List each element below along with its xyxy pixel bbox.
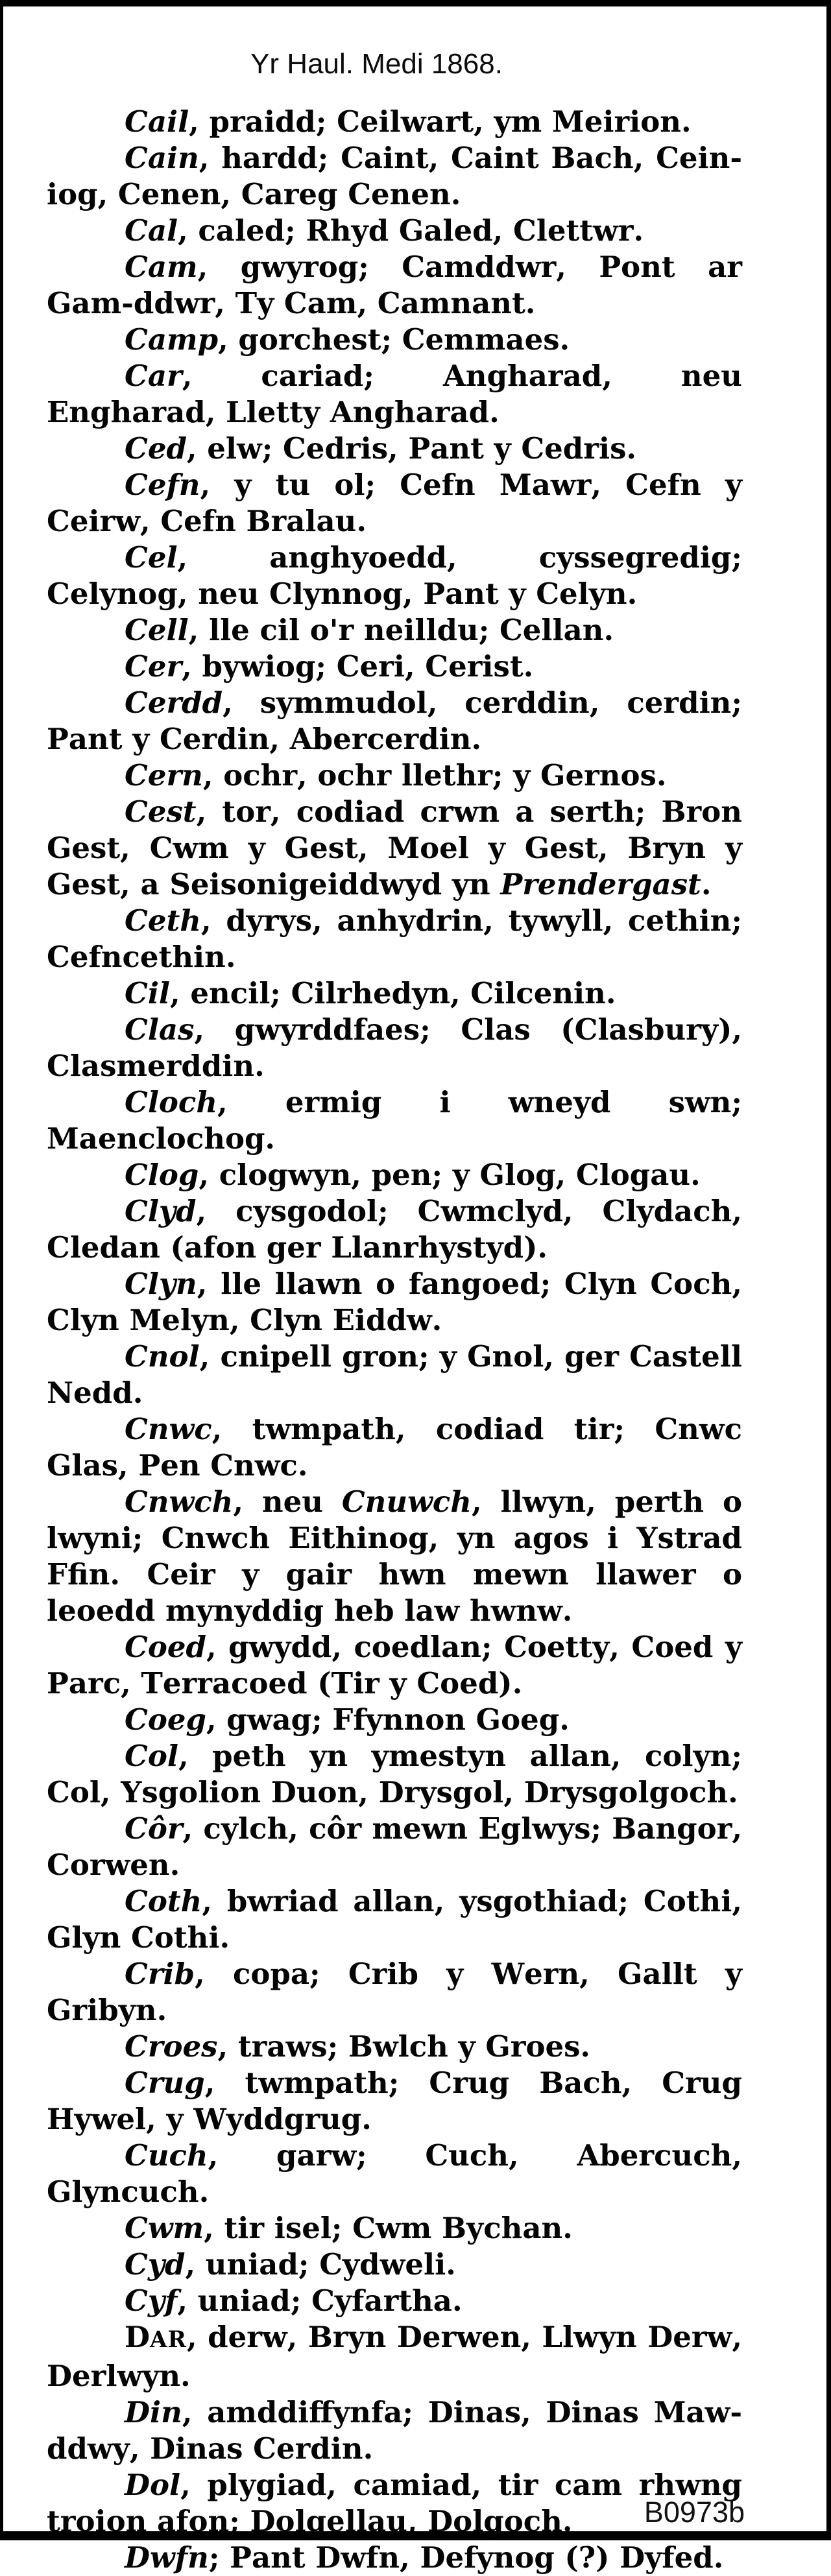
entry-headword: Clog bbox=[125, 1158, 199, 1192]
entry-text: , tor, codiad crwn a serth; Bron Gest, Cwm y Gest, Moel y Gest, Bryn y Gest, a Seisonigeiddwyd yn bbox=[47, 794, 742, 901]
entry bbox=[47, 322, 742, 358]
entry-headword: Crib bbox=[125, 1957, 195, 1991]
entry-headword: Cnol bbox=[125, 1339, 200, 1374]
entry-text: , y tu ol; Cefn Mawr, Cefn y Ceirw, Cefn Bralau. bbox=[47, 468, 742, 538]
entry bbox=[47, 2029, 742, 2065]
entry-headword: Cnwc bbox=[125, 1412, 212, 1446]
entry-text: , derw, Bryn Derwen, Llwyn Derw, Derlwyn. bbox=[47, 2320, 742, 2393]
page-title: Yr Haul. Medi 1868. bbox=[250, 48, 503, 80]
entry-headword: Clas bbox=[125, 1012, 195, 1047]
entry bbox=[47, 431, 742, 467]
entry-text: , lle llawn o fangoed; Clyn Coch, Clyn Melyn, Clyn Eiddw. bbox=[47, 1267, 742, 1337]
entry-headword: Ceth bbox=[125, 903, 201, 938]
entry-headword: Clyd bbox=[125, 1194, 197, 1228]
entry bbox=[47, 1084, 742, 1157]
entry-text: , ochr, ochr llethr; y Gernos. bbox=[202, 758, 667, 793]
entry bbox=[47, 213, 742, 249]
entry-headword: Cerdd bbox=[125, 686, 223, 720]
entry-text: , bywiog; Ceri, Cerist. bbox=[182, 649, 534, 684]
entry-text: , uniad; Cyfartha. bbox=[177, 2284, 463, 2318]
entry bbox=[47, 2467, 742, 2540]
entry-text: , anghyoedd, cyssegredig; Celynog, neu Clynnog, Pant y Celyn. bbox=[47, 540, 742, 611]
entry-headword: Car bbox=[125, 359, 182, 393]
entry bbox=[47, 1811, 742, 1883]
entry-text: , llwyn, perth o lwyni; Cnwch Eithinog, yn agos i Ystrad Ffin. Ceir y gair hwn mewn llawer o leoedd mynyddig heb law hwnw. bbox=[47, 1485, 742, 1628]
entry bbox=[47, 2394, 742, 2467]
entry-text: , dyrys, anhydrin, tywyll, cethin; Cefncethin. bbox=[47, 903, 742, 974]
entry-text: , amddiffynfa; Dinas, Dinas Maw-ddwy, Dinas Cerdin. bbox=[47, 2395, 742, 2466]
entry-text: , encil; Cilrhedyn, Cilcenin. bbox=[170, 976, 616, 1010]
entry-headword: Cern bbox=[125, 758, 203, 793]
entry bbox=[47, 1702, 742, 1738]
entry bbox=[47, 757, 742, 794]
entry bbox=[47, 467, 742, 540]
entry-text: , caled; Rhyd Galed, Clettwr. bbox=[178, 213, 644, 248]
entry-headword: Cyd bbox=[125, 2247, 186, 2282]
entry bbox=[47, 1012, 742, 1084]
entry-headword: Crug bbox=[125, 2066, 205, 2100]
entry-text: , cariad; Angharad, neu Engharad, Lletty Angharad. bbox=[47, 359, 742, 429]
entry-headword: Côr bbox=[125, 1811, 183, 1846]
entry-headword: Cer bbox=[125, 649, 182, 684]
entry-text: . bbox=[701, 867, 712, 901]
entry-text: , ermig i wneyd swn; Maenclochog. bbox=[47, 1085, 742, 1156]
entry-text: D bbox=[125, 2320, 151, 2354]
entry-headword: Camp bbox=[125, 322, 219, 357]
entry bbox=[47, 540, 742, 612]
entry-headword: Cloch bbox=[125, 1085, 218, 1119]
entry bbox=[47, 140, 742, 213]
entry-text: , copa; Crib y Wern, Gallt y Gribyn. bbox=[47, 1957, 742, 2027]
entry bbox=[47, 2138, 742, 2210]
entry-headword: Dol bbox=[125, 2468, 181, 2502]
entry-headword: Clyn bbox=[125, 1267, 197, 1301]
entry bbox=[47, 903, 742, 975]
entry-text: , cylch, côr mewn Eglwys; Bangor, Corwen. bbox=[47, 1811, 742, 1882]
entry-headword: Cell bbox=[125, 613, 189, 647]
entry bbox=[47, 649, 742, 685]
entry bbox=[47, 1629, 742, 1702]
entry bbox=[47, 1484, 742, 1629]
entry-headword: Dwfn bbox=[125, 2540, 209, 2575]
entry-text: ; Pant Dwfn, Defynog (?) Dyfed. bbox=[208, 2540, 724, 2575]
entry-text: , gwag; Ffynnon Goeg. bbox=[206, 1702, 570, 1737]
entry-headword: Cyf bbox=[125, 2284, 178, 2318]
entry bbox=[47, 1266, 742, 1339]
entry-text: , twmpath; Crug Bach, Crug Hywel, y Wyddgrug. bbox=[47, 2066, 742, 2136]
entry-text: , elw; Cedris, Pant y Cedris. bbox=[186, 431, 637, 466]
entry bbox=[47, 358, 742, 431]
entry bbox=[47, 1157, 742, 1193]
entry-headword: Cnuwch bbox=[341, 1485, 472, 1519]
entry-headword: Coeg bbox=[125, 1702, 206, 1737]
entry-headword: Cain bbox=[125, 141, 199, 175]
entry bbox=[47, 2065, 742, 2138]
entry bbox=[47, 2247, 742, 2283]
entry-text: , plygiad, camiad, tir cam rhwng troion afon; Dolgellau, Dolgoch. bbox=[47, 2468, 742, 2538]
entry-text: , tir isel; Cwm Bychan. bbox=[204, 2211, 573, 2245]
entry-headword: Cel bbox=[125, 540, 178, 575]
entry-text: , symmudol, cerddin, cerdin; Pant y Cerdin, Abercerdin. bbox=[47, 686, 742, 756]
scan-id-label: B0973b bbox=[644, 2496, 745, 2529]
entry-text: , traws; Bwlch y Groes. bbox=[217, 2029, 591, 2064]
entry-text: , hardd; Caint, Caint Bach, Cein-iog, Cenen, Careg Cenen. bbox=[47, 141, 742, 211]
entry bbox=[47, 1738, 742, 1811]
entry-headword: Coed bbox=[125, 1630, 206, 1664]
entry-text: , bwriad allan, ysgothiad; Cothi, Glyn Cothi. bbox=[47, 1884, 742, 1955]
entry bbox=[47, 1411, 742, 1484]
entry-text: , lle cil o'r neilldu; Cellan. bbox=[188, 613, 614, 647]
entry-headword: Croes bbox=[125, 2029, 218, 2064]
entry-text: AR bbox=[150, 2327, 187, 2353]
entry bbox=[47, 249, 742, 322]
entry-headword: Cil bbox=[125, 976, 171, 1010]
entry bbox=[47, 1956, 742, 2029]
entry-headword: Ced bbox=[125, 431, 187, 466]
entry-text: , gwyrog; Camddwr, Pont ar Gam-ddwr, Ty Cam, Camnant. bbox=[47, 250, 742, 320]
entry-headword: Cwm bbox=[125, 2211, 204, 2245]
entry-text: , praidd; Ceilwart, ym Meirion. bbox=[189, 104, 692, 139]
entry-text: , gorchest; Cemmaes. bbox=[218, 322, 570, 357]
entry bbox=[47, 975, 742, 1012]
entry-headword: Cam bbox=[125, 250, 198, 284]
entry bbox=[47, 104, 742, 140]
entry-headword: Cuch bbox=[125, 2138, 208, 2173]
entry bbox=[47, 1193, 742, 1266]
entry-text: , peth yn ymestyn allan, colyn; Col, Ysgolion Duon, Drysgol, Drysgolgoch. bbox=[47, 1739, 742, 1809]
entry-text: , cnipell gron; y Gnol, ger Castell Nedd. bbox=[47, 1339, 742, 1410]
entry bbox=[47, 794, 742, 903]
entry bbox=[47, 685, 742, 757]
entry-headword: Din bbox=[125, 2395, 182, 2429]
entry-headword: Prendergast bbox=[500, 867, 701, 901]
entry-headword: Cal bbox=[125, 213, 178, 248]
entry bbox=[47, 2283, 742, 2319]
entry bbox=[47, 612, 742, 649]
entry-text: , gwyrddfaes; Clas (Clasbury), Clasmerddin. bbox=[47, 1012, 742, 1083]
entry bbox=[47, 2540, 742, 2576]
entry bbox=[47, 2210, 742, 2247]
entry-headword: Cail bbox=[125, 104, 189, 139]
entry-headword: Cest bbox=[125, 794, 197, 829]
entry-text: , twmpath, codiad tir; Cnwc Glas, Pen Cnwc. bbox=[47, 1412, 742, 1483]
entry-headword: Cefn bbox=[125, 468, 200, 502]
entry-headword: Col bbox=[125, 1739, 178, 1773]
entry bbox=[47, 1339, 742, 1411]
entry-headword: Cnwch bbox=[125, 1485, 234, 1519]
entry-text: , garw; Cuch, Abercuch, Glyncuch. bbox=[47, 2138, 742, 2209]
entry-text: , clogwyn, pen; y Glog, Clogau. bbox=[199, 1158, 701, 1192]
entry-list bbox=[47, 104, 742, 2576]
entry-headword: Coth bbox=[125, 1884, 202, 1918]
entry bbox=[47, 2319, 742, 2394]
entry-text: , uniad; Cydweli. bbox=[185, 2247, 456, 2282]
entry-text: , gwydd, coedlan; Coetty, Coed y Parc, Terracoed (Tir y Coed). bbox=[47, 1630, 742, 1700]
entry-text: , neu bbox=[233, 1485, 342, 1519]
entry bbox=[47, 1883, 742, 1956]
entry-text: , cysgodol; Cwmclyd, Clydach, Cledan (afon ger Llanrhystyd). bbox=[47, 1194, 742, 1265]
